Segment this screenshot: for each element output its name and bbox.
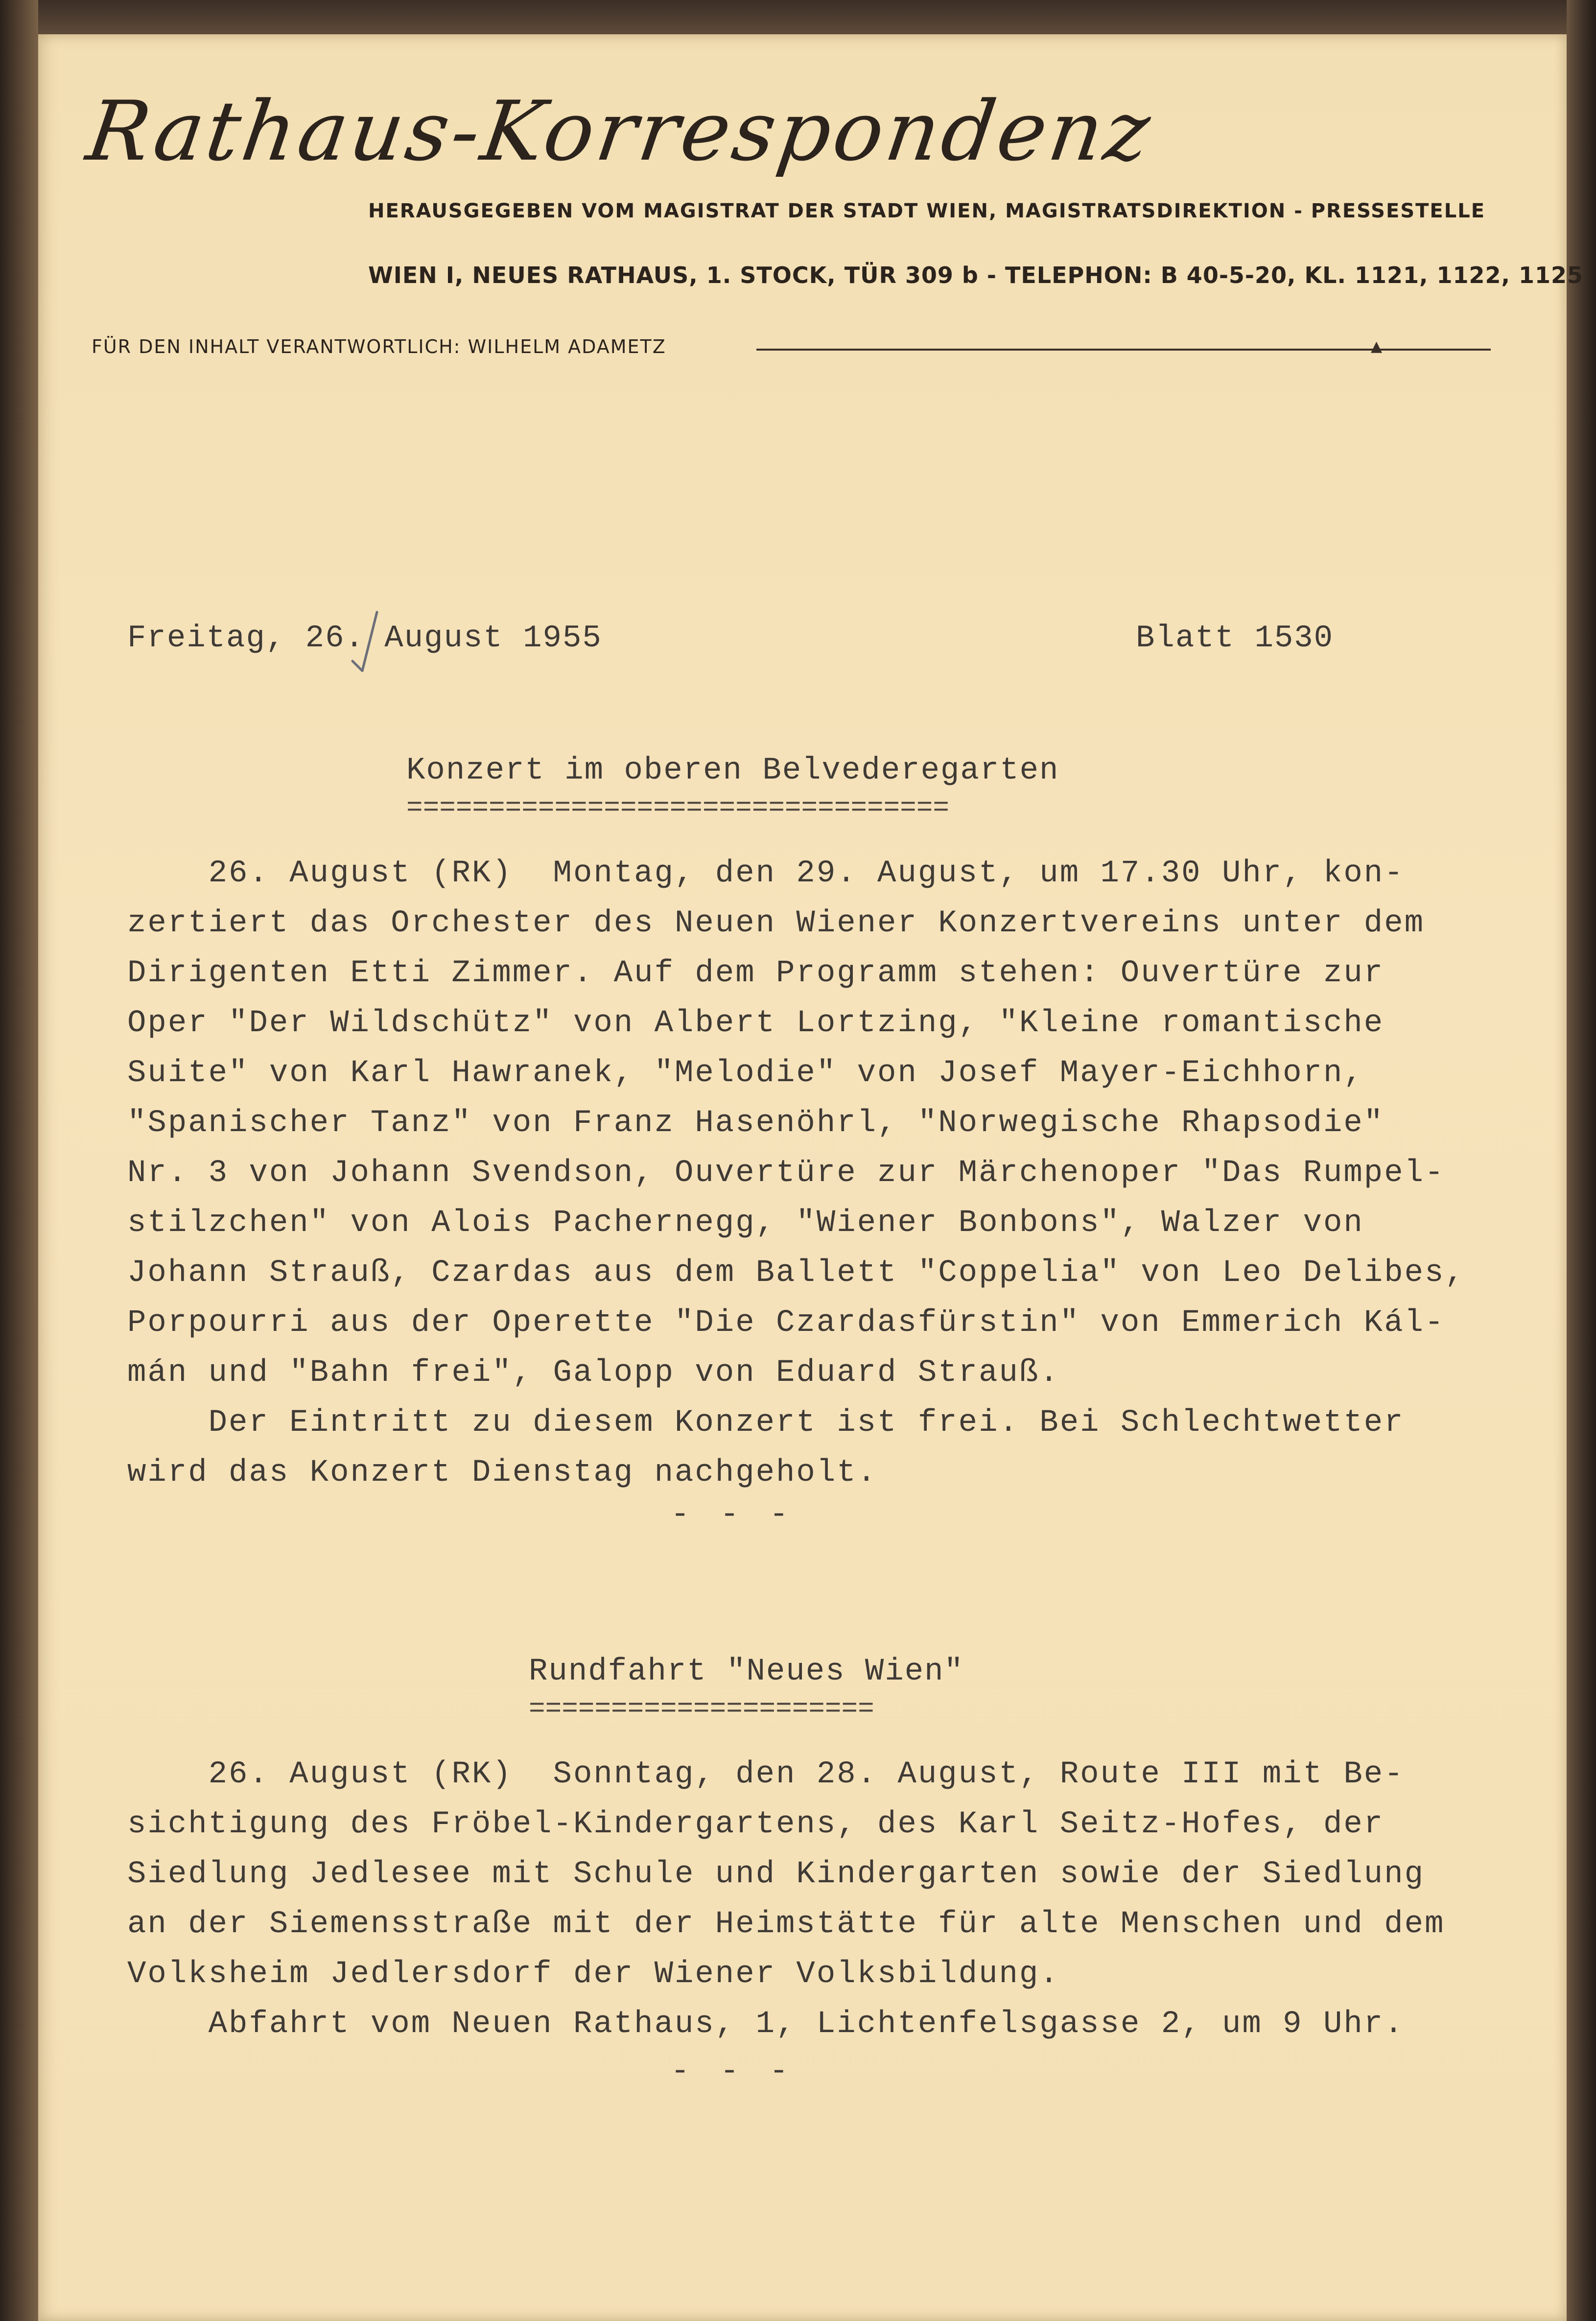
address-line: WIEN I, NEUES RATHAUS, 1. STOCK, TÜR 309 b - TELEPHON: B 40-5-20, KL. 1121, 1122, 1125 xyxy=(368,262,1584,288)
article-2-separator: - - - xyxy=(671,2054,795,2089)
article-1-line: zertiert das Orchester des Neuen Wiener Konzertvereins unter dem xyxy=(127,906,1425,941)
article-1-line: stilzchen" von Alois Pachernegg, "Wiener Bonbons", Walzer von xyxy=(127,1206,1364,1241)
article-1-line: Nr. 3 von Johann Svendson, Ouvertüre zur Märchenoper "Das Rumpel- xyxy=(127,1156,1445,1191)
article-2-line: Siedlung Jedlesee mit Schule und Kindergarten sowie der Siedlung xyxy=(127,1857,1425,1892)
article-1-line: Der Eintritt zu diesem Konzert ist frei. Bei Schlechtwetter xyxy=(127,1405,1405,1441)
article-2-line: sichtigung des Fröbel-Kindergartens, des Karl Seitz-Hofes, der xyxy=(127,1807,1385,1842)
article-2-line: Abfahrt vom Neuen Rathaus, 1, Lichtenfelsgasse 2, um 9 Uhr. xyxy=(127,2007,1405,2042)
scan-top-edge xyxy=(38,0,1567,34)
article-2-line: an der Siemensstraße mit der Heimstätte für alte Menschen und dem xyxy=(127,1907,1445,1942)
responsible-line: FÜR DEN INHALT VERANTWORTLICH: WILHELM ADAMETZ xyxy=(92,336,666,357)
article-1-line: Porpourri aus der Operette "Die Czardasfürstin" von Emmerich Kál- xyxy=(127,1305,1445,1341)
article-2-line: Volksheim Jedlersdorf der Wiener Volksbildung. xyxy=(127,1957,1060,1992)
sheet-number: Blatt 1530 xyxy=(1136,621,1334,656)
article-1-line: Johann Strauß, Czardas aus dem Ballett "Coppelia" von Leo Delibes, xyxy=(127,1255,1465,1291)
article-1-line: Suite" von Karl Hawranek, "Melodie" von Josef Mayer-Eichhorn, xyxy=(127,1056,1364,1091)
article-1-line: Oper "Der Wildschütz" von Albert Lortzing, "Kleine romantische xyxy=(127,1006,1385,1041)
scan-left-edge xyxy=(0,0,38,2321)
article-1-separator: - - - xyxy=(671,1497,795,1533)
article-2-title: Rundfahrt "Neues Wien" xyxy=(529,1654,964,1689)
scan-right-edge xyxy=(1567,0,1596,2321)
pencil-check-mark xyxy=(343,607,401,690)
article-1-line: "Spanischer Tanz" von Franz Hasenöhrl, "Norwegische Rhapsodie" xyxy=(127,1106,1385,1141)
article-1-line: wird das Konzert Dienstag nachgeholt. xyxy=(127,1455,878,1491)
article-1-underline: ================================= xyxy=(406,792,949,824)
article-2-underline: ===================== xyxy=(529,1693,874,1725)
date-line: Freitag, 26. August 1955 xyxy=(127,621,602,656)
publisher-line: HERAUSGEGEBEN VOM MAGISTRAT DER STADT WIEN, MAGISTRATSDIREKTION - PRESSESTELLE xyxy=(368,200,1486,222)
masthead-title: Rathaus-Korrespondenz xyxy=(81,83,1159,179)
article-1-line: mán und "Bahn frei", Galopp von Eduard Strauß. xyxy=(127,1355,1060,1391)
article-2-line: 26. August (RK) Sonntag, den 28. August, Route III mit Be- xyxy=(127,1757,1405,1792)
article-1-line: Dirigenten Etti Zimmer. Auf dem Programm stehen: Ouvertüre zur xyxy=(127,956,1385,991)
article-1-line: 26. August (RK) Montag, den 29. August, um 17.30 Uhr, kon- xyxy=(127,856,1405,891)
article-1-title: Konzert im oberen Belvederegarten xyxy=(406,753,1059,788)
header-rule-mark: ▲ xyxy=(1371,338,1383,355)
